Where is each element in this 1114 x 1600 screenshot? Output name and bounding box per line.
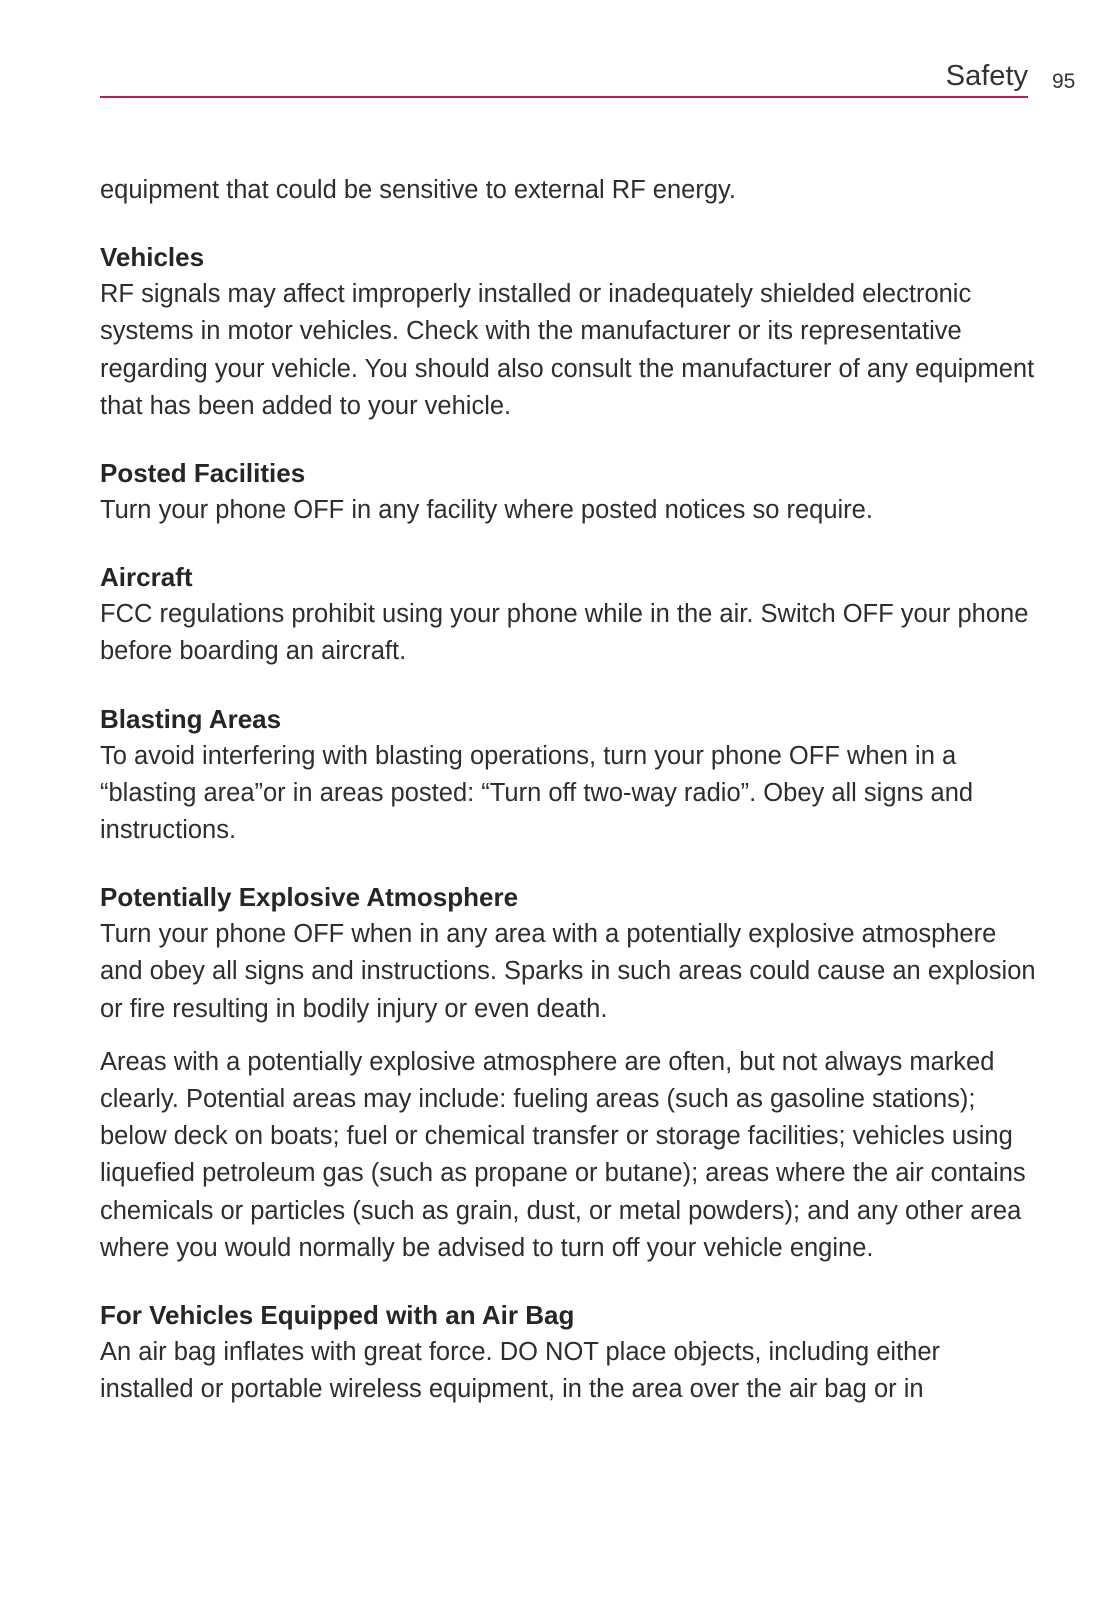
section-heading: Aircraft	[100, 562, 193, 593]
page-content	[100, 172, 1040, 1408]
section-explosive-atmosphere	[100, 879, 1040, 1267]
section-paragraph: Areas with a potentially explosive atmosphere are often, but not always marked clearly. Potential areas may include: fueling areas (such as gasoline stations); below deck on boats; fuel or chemical transfer or storage facilities; vehicles using liquefied petroleum gas (such as propane or butane); areas where the air contains chemicals or particles (such as grain, dust, or metal powders); and any other area where you would normally be advised to turn off your vehicle engine.	[100, 1047, 1026, 1262]
section-heading: Potentially Explosive Atmosphere	[100, 882, 519, 913]
section-paragraph: Turn your phone OFF when in any area with a potentially explosive atmosphere and obey all signs and instructions. Sparks in such areas could cause an explosion or fire resulting in bodily injury or even death.	[100, 920, 1036, 1023]
section-blasting-areas	[100, 701, 1040, 850]
section-heading: For Vehicles Equipped with an Air Bag	[100, 1300, 575, 1331]
section-paragraph: FCC regulations prohibit using your phone while in the air. Switch OFF your phone before boarding an aircraft.	[100, 600, 1029, 666]
header-rule	[100, 96, 1028, 98]
section-posted-facilities	[100, 455, 1040, 529]
section-paragraph: To avoid interfering with blasting operations, turn your phone OFF when in a “blasting area”or in areas posted: “Turn off two-way radio”. Obey all signs and instructions.	[100, 741, 974, 845]
section-paragraph: RF signals may affect improperly installed or inadequately shielded electronic systems in motor vehicles. Check with the manufacturer or its representative regarding your vehicle. You should also consult the manufacturer of any equipment that has been added to your vehicle.	[100, 280, 1035, 420]
section-heading: Posted Facilities	[100, 458, 306, 489]
section-paragraph: An air bag inflates with great force. DO NOT place objects, including either installed or portable wireless equipment, in the area over the air bag or in	[100, 1338, 941, 1404]
page-header	[100, 58, 1028, 98]
page-number: 95	[1052, 70, 1076, 93]
section-vehicles	[100, 239, 1040, 425]
section-title: Safety	[945, 60, 1028, 92]
section-heading: Vehicles	[100, 242, 205, 273]
section-paragraph: Turn your phone OFF in any facility where posted notices so require.	[100, 496, 873, 525]
section-heading: Blasting Areas	[100, 703, 282, 734]
section-air-bag	[100, 1297, 1040, 1408]
intro-paragraph: equipment that could be sensitive to external RF energy.	[100, 176, 736, 204]
section-aircraft	[100, 559, 1040, 670]
